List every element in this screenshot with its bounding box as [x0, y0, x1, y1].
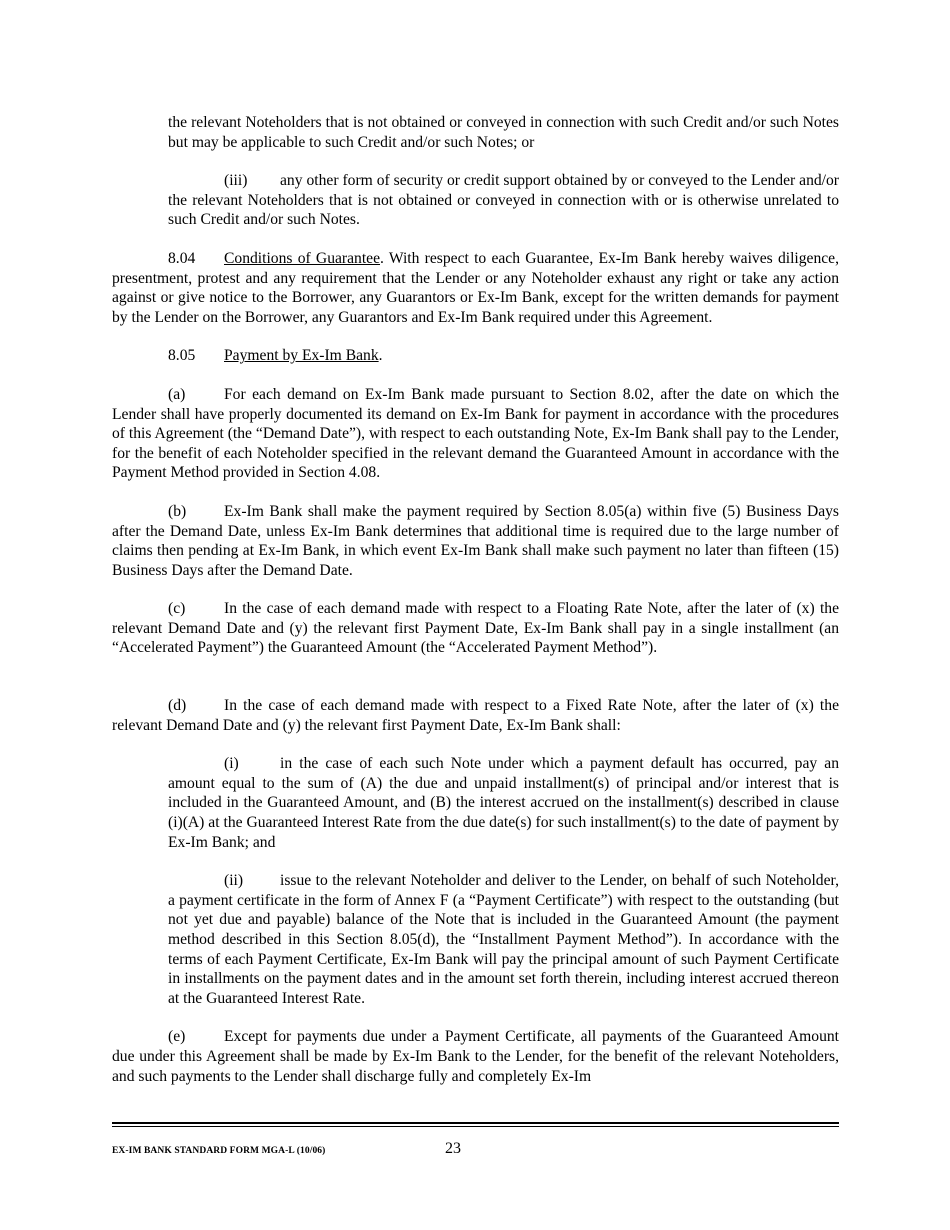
footer-divider: [112, 1122, 839, 1127]
clause-a-text: For each demand on Ex-Im Bank made pursuant to Section 8.02, after the date on which the Lender shall have properly documented its demand on Ex-Im Bank for payment in accordance with the procedures of this Agreement (the “Demand Date”), with respect to each outstanding Note, Ex-Im Bank shall pay to the Lender, for the benefit of each Noteholder specified in the relevant demand the Guaranteed Amount in accordance with the Payment Method provided in Section 4.08.: [112, 385, 839, 482]
clause-d-text: In the case of each demand made with respect to a Fixed Rate Note, after the later of (x) the relevant Demand Date and (y) the relevant first Payment Date, Ex-Im Bank shall:: [112, 697, 839, 734]
clause-d-ii: [168, 871, 839, 1008]
clause-a-label: (a): [168, 385, 186, 403]
clause-d-i: [168, 754, 839, 852]
clause-d-ii-label: (ii): [224, 872, 244, 890]
clause-d-ii-text: issue to the relevant Noteholder and deliver to the Lender, on behalf of such Noteholder, a payment certificate in the form of Annex F (a “Payment Certificate”) with respect to the outstanding (but not yet due and payable) balance of the Note that is included in the Guaranteed Amount (the payment method described in this Section 8.05(d), the “Installment Payment Method”). In accordance with the terms of each Payment Certificate, Ex-Im Bank will pay the principal amount of such Payment Certificate in installments on the payment dates and in the amount set forth therein, including interest accrued thereon at the Guaranteed Interest Rate.: [168, 872, 839, 1007]
section-8-04-text: . With respect to each Guarantee, Ex-Im Bank hereby waives diligence, presentment, protest and any requirement that the Lender or any Noteholder exhaust any right or take any action against or give notice to the Borrower, any Guarantors or Ex-Im Bank, except for the written demands for payment by the Lender on the Borrower, any Guarantors and Ex-Im Bank required under this Agreement.: [112, 249, 840, 326]
clause-iii: [168, 171, 839, 230]
section-8-04: [112, 249, 839, 327]
clause-iii-label: (iii): [224, 172, 248, 190]
document-body: [112, 113, 839, 1086]
section-8-04-title: Conditions of Guarantee: [224, 249, 381, 267]
clause-d-label: (d): [168, 697, 187, 715]
clause-b-text: Ex-Im Bank shall make the payment required by Section 8.05(a) within five (5) Business Days after the Demand Date, unless Ex-Im Bank determines that additional time is required due to the large number of claims then pending at Ex-Im Bank, in which event Ex-Im Bank shall make such payment no later than fifteen (15) Business Days after the Demand Date.: [112, 502, 839, 579]
clause-d: [112, 696, 839, 735]
page-number: 23: [445, 1140, 461, 1157]
clause-iii-text: any other form of security or credit support obtained by or conveyed to the Lender and/or the relevant Noteholders that is not obtained or conveyed in connection with or is otherwise unrelated to such Credit and/or such Notes.: [168, 172, 839, 229]
clause-c: [112, 599, 839, 658]
footer-form-label: EX-IM BANK STANDARD FORM MGA-L (10/06): [112, 1146, 326, 1156]
clause-d-i-label: (i): [224, 755, 239, 773]
clause-b: [112, 502, 839, 580]
clause-c-text: In the case of each demand made with respect to a Floating Rate Note, after the later of (x) the relevant Demand Date and (y) the relevant first Payment Date, Ex-Im Bank shall pay in a single installment (an “Accelerated Payment”) the Guaranteed Amount (the “Accelerated Payment Method”).: [112, 600, 839, 657]
paragraph-continuation: the relevant Noteholders that is not obtained or conveyed in connection with such Credit and/or such Notes but may be applicable to such Credit and/or such Notes; or: [168, 114, 839, 151]
clause-c-label: (c): [168, 600, 186, 618]
clause-d-i-text: in the case of each such Note under which a payment default has occurred, pay an amount equal to the sum of (A) the due and unpaid installment(s) of principal and/or interest that is included in the Guaranteed Amount, and (B) the interest accrued on the installment(s) described in clause (i)(A) at the Guaranteed Interest Rate from the due date(s) for such installment(s) to the date of payment by Ex-Im Bank; and: [168, 755, 839, 851]
clause-b-label: (b): [168, 502, 187, 520]
section-8-05-number: 8.05: [168, 347, 196, 365]
section-8-05-tail: .: [378, 347, 383, 365]
section-8-04-number: 8.04: [168, 249, 196, 267]
section-8-05-title: Payment by Ex-Im Bank: [224, 347, 379, 365]
clause-e-text: Except for payments due under a Payment Certificate, all payments of the Guaranteed Amount due under this Agreement shall be made by Ex-Im Bank to the Lender, for the benefit of the relevant Noteholders, and such payments to the Lender shall discharge fully and completely Ex-Im: [112, 1028, 839, 1085]
clause-a: [112, 385, 839, 483]
clause-e-label: (e): [168, 1028, 186, 1046]
clause-e: [112, 1027, 839, 1086]
section-8-05-heading: [112, 346, 839, 366]
